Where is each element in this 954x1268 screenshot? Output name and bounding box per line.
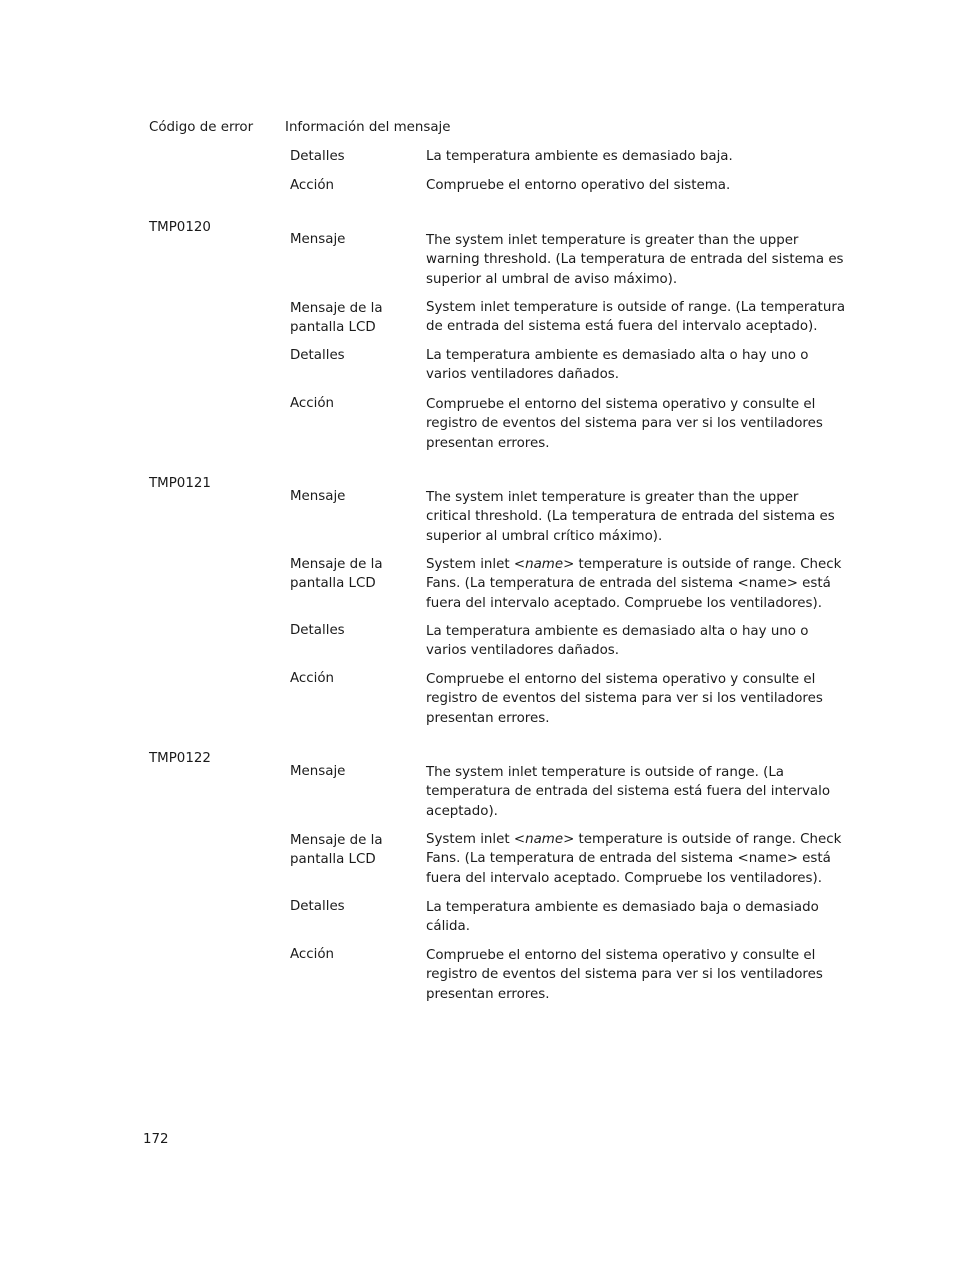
action-text: Compruebe el entorno del sistema operativo y consulte el registro de eventos del sistema para ver si los ventiladores presentan errores. <box>426 397 823 451</box>
mensaje-label: Mensaje <box>290 489 346 504</box>
action-text: Compruebe el entorno del sistema operativo y consulte el registro de eventos del sistema para ver si los ventiladores presentan errores. <box>426 948 823 1002</box>
details-text: La temperatura ambiente es demasiado baja o demasiado cálida. <box>426 900 819 935</box>
mensaje-text: The system inlet temperature is greater than the upper warning threshold. (La temperatura de entrada del sistema es superior al umbral de aviso máximo). <box>426 233 844 287</box>
details-text: La temperatura ambiente es demasiado alta o hay uno o varios ventiladores dañados. <box>426 348 809 383</box>
error-code-tmp0120: TMP0120 <box>149 220 211 235</box>
lcd-label: Mensaje de la pantalla LCD <box>290 833 383 868</box>
action-label: Acción <box>290 947 335 962</box>
lcd-text: System inlet temperature is outside of range. (La temperatura de entrada del sistema está fuera del intervalo aceptado). <box>426 300 846 335</box>
action-text: Compruebe el entorno del sistema operativo y consulte el registro de eventos del sistema para ver si los ventiladores presentan errores. <box>426 672 823 726</box>
details-text: La temperatura ambiente es demasiado baja. <box>426 149 733 164</box>
action-text: Compruebe el entorno operativo del sistema. <box>426 178 731 193</box>
details-label: Detalles <box>290 623 345 638</box>
col-header-info: Información del mensaje <box>285 120 451 135</box>
mensaje-label: Mensaje <box>290 764 346 779</box>
mensaje-text: The system inlet temperature is outside of range. (La temperatura de entrada del sistema está fuera del intervalo aceptado). <box>426 765 831 819</box>
details-text: La temperatura ambiente es demasiado alta o hay uno o varios ventiladores dañados. <box>426 624 809 659</box>
details-label: Detalles <box>290 348 345 363</box>
error-code-tmp0121: TMP0121 <box>149 476 211 491</box>
lcd-text: System inlet <name> temperature is outside of range. Check Fans. (La temperatura de entrada del sistema <name> está fuera del intervalo aceptado. Compruebe los ventiladores). <box>426 832 842 886</box>
details-label: Detalles <box>290 149 345 164</box>
action-label: Acción <box>290 671 335 686</box>
action-label: Acción <box>290 396 335 411</box>
mensaje-text: The system inlet temperature is greater than the upper critical threshold. (La temperatura de entrada del sistema es superior al umbral crítico máximo). <box>426 490 835 544</box>
lcd-text: System inlet <name> temperature is outside of range. Check Fans. (La temperatura de entrada del sistema <name> está fuera del intervalo aceptado. Compruebe los ventiladores). <box>426 557 842 611</box>
details-label: Detalles <box>290 899 345 914</box>
error-code-tmp0122: TMP0122 <box>149 751 211 766</box>
lcd-label: Mensaje de la pantalla LCD <box>290 557 383 592</box>
page-number: 172 <box>143 1132 169 1147</box>
mensaje-label: Mensaje <box>290 232 346 247</box>
lcd-label: Mensaje de la pantalla LCD <box>290 301 383 336</box>
col-header-code: Código de error <box>149 120 254 135</box>
action-label: Acción <box>290 178 335 193</box>
